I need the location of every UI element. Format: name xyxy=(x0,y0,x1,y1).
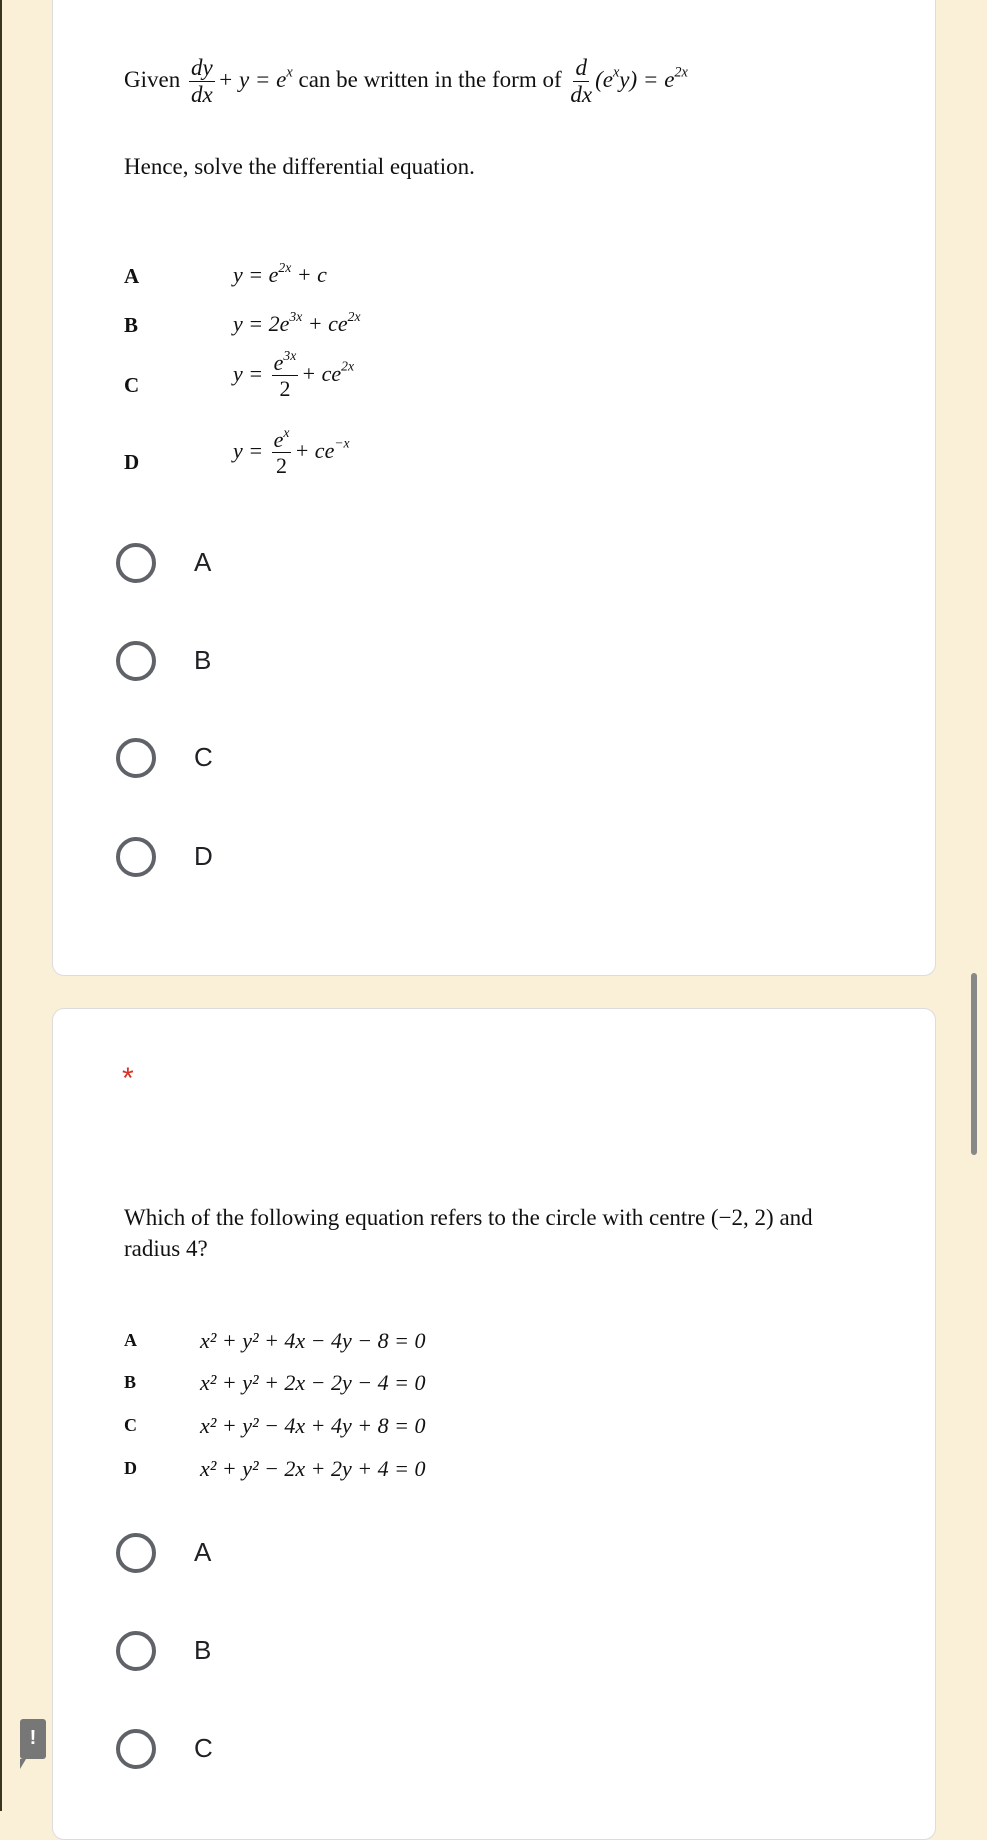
option-a-formula: x² + y² + 4x − 4y − 8 = 0 xyxy=(200,1328,426,1353)
option-letter: C xyxy=(124,373,140,397)
option-letter: D xyxy=(124,450,140,474)
radio-label-c[interactable]: C xyxy=(194,742,213,772)
exponent: 2x xyxy=(341,358,355,374)
formula-part: + ce xyxy=(301,360,342,386)
scrollbar[interactable] xyxy=(971,973,977,1155)
question-2-line-1: Which of the following equation refers to the circle with centre (−2, 2) and xyxy=(124,1205,813,1230)
option-b-formula xyxy=(233,308,361,337)
radio-label-a[interactable]: A xyxy=(194,547,212,577)
option-letter: A xyxy=(124,1330,137,1350)
exponent: 2x xyxy=(674,64,688,81)
fraction-numerator: dy xyxy=(189,55,215,82)
fraction-numerator: e xyxy=(273,427,284,452)
formula-part: y = e xyxy=(233,262,279,287)
fraction-numerator: e xyxy=(273,350,284,375)
option-d-formula: x² + y² − 2x + 2y + 4 = 0 xyxy=(200,1456,426,1481)
option-letter: D xyxy=(124,1458,137,1478)
radio-a[interactable] xyxy=(116,543,156,583)
equation-part: = e xyxy=(642,67,675,93)
exponent: 3x xyxy=(289,308,303,324)
required-asterisk: * xyxy=(122,1062,134,1095)
equation-part: + y = e xyxy=(217,67,287,93)
exponent: 3x xyxy=(283,347,297,363)
equation-part: (e xyxy=(595,67,613,93)
exponent: x xyxy=(286,64,293,81)
equation-part: y) xyxy=(619,67,638,93)
exponent: x xyxy=(612,64,620,81)
formula-part: + c xyxy=(291,262,327,287)
radio-c[interactable] xyxy=(116,738,156,778)
radio-label-b[interactable]: B xyxy=(194,1635,212,1665)
radio-label-d[interactable]: D xyxy=(194,841,213,871)
formula-part: + ce xyxy=(302,311,348,336)
derivative-operator xyxy=(570,55,592,109)
radio-label-c[interactable]: C xyxy=(194,1733,213,1763)
option-c-formula: x² + y² − 4x + 4y + 8 = 0 xyxy=(200,1413,426,1438)
radio-b[interactable] xyxy=(116,641,156,681)
option-c-formula xyxy=(233,347,355,402)
option-b-formula: x² + y² + 2x − 2y − 4 = 0 xyxy=(200,1370,426,1395)
radio-d[interactable] xyxy=(116,837,156,877)
option-d-formula xyxy=(233,424,350,479)
fraction-denominator: dx xyxy=(190,82,213,108)
formula-part: y = xyxy=(233,360,269,386)
exponent: 2x xyxy=(347,308,361,324)
window-edge xyxy=(0,0,2,1811)
exponent: x xyxy=(283,424,290,440)
derivative-fraction xyxy=(189,55,215,109)
fraction-denominator: 2 xyxy=(276,453,288,479)
connector-text: can be written in the form of xyxy=(298,67,562,93)
exponent: 2x xyxy=(278,259,292,275)
fraction-denominator: dx xyxy=(570,82,593,108)
feedback-icon[interactable]: ! xyxy=(20,1719,46,1759)
option-letter: A xyxy=(124,264,140,288)
formula-part: y = 2e xyxy=(233,311,290,336)
fraction-denominator: 2 xyxy=(279,376,291,402)
question-card-2 xyxy=(52,1008,936,1840)
radio-b[interactable] xyxy=(116,1631,156,1671)
formula-part: y = xyxy=(233,437,269,463)
question-2-line-2: radius 4? xyxy=(124,1236,208,1261)
fraction-numerator: d xyxy=(573,55,589,82)
formula-part: + ce xyxy=(294,437,335,463)
given-label: Given xyxy=(124,67,181,93)
option-letter: B xyxy=(124,1372,137,1392)
instruction-text: Hence, solve the differential equation. xyxy=(124,154,475,179)
radio-c[interactable] xyxy=(116,1729,156,1769)
question-card-1 xyxy=(52,0,936,976)
exponent: −x xyxy=(334,435,350,451)
option-letter: B xyxy=(124,313,139,337)
radio-label-b[interactable]: B xyxy=(194,645,212,675)
radio-label-a[interactable]: A xyxy=(194,1537,212,1567)
option-letter: C xyxy=(124,1415,137,1435)
question-1-text xyxy=(124,55,688,109)
option-a-formula xyxy=(233,259,327,288)
radio-a[interactable] xyxy=(116,1533,156,1573)
